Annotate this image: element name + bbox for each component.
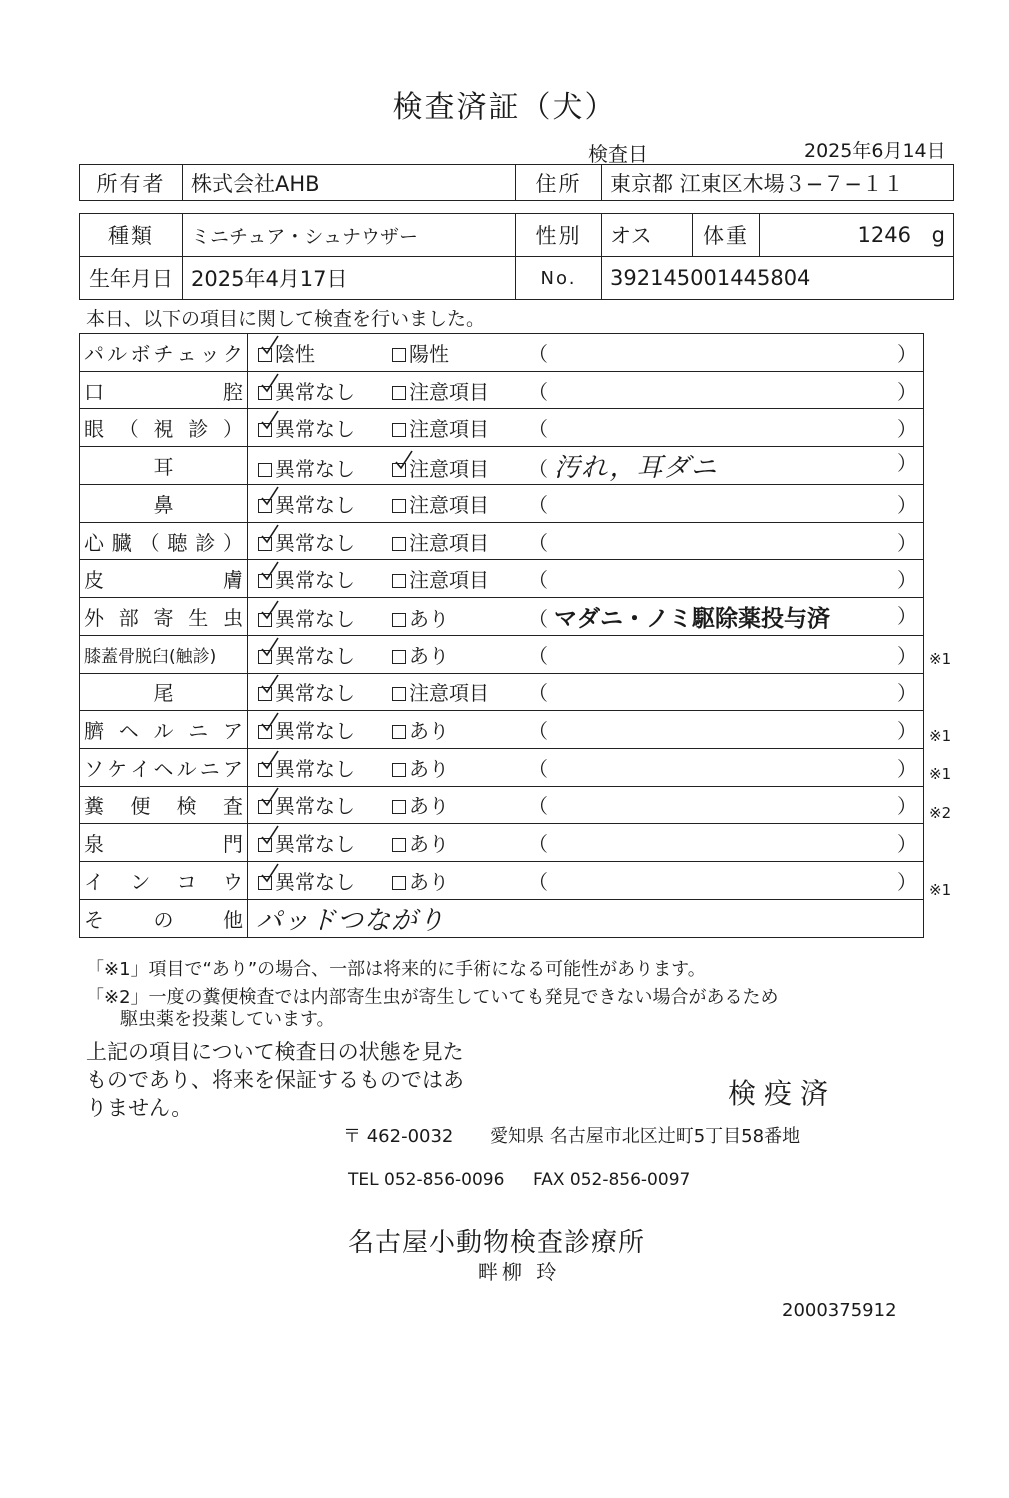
owner-value: 株式会社AHB [183, 165, 516, 201]
option-normal[interactable] [258, 603, 392, 632]
checkbox[interactable] [258, 870, 275, 894]
option-label: あり [409, 794, 449, 819]
check-mark-icon [260, 523, 280, 545]
option-label: 異常なし [275, 832, 355, 857]
note-paren-close: ） [897, 681, 917, 706]
item-label: ソ ケ イ ヘ ル ニ ア [84, 756, 243, 781]
option-normal[interactable] [258, 376, 392, 405]
checkbox[interactable] [392, 870, 409, 894]
option-label: 異常なし [275, 379, 355, 404]
option-abnormal[interactable] [392, 527, 526, 556]
item-label-cell [80, 598, 248, 636]
table-row [80, 485, 924, 523]
option-label: 異常なし [275, 794, 355, 819]
check-mark-icon [260, 485, 280, 507]
item-result-cell [248, 371, 924, 409]
number-label: No. [516, 257, 602, 300]
table-row [80, 786, 924, 824]
item-result-cell [248, 748, 924, 786]
check-mark-icon [260, 824, 280, 846]
checkbox-box [392, 687, 406, 701]
checkbox[interactable] [258, 342, 275, 366]
checkbox-box [392, 725, 406, 739]
item-label-cell [80, 748, 248, 786]
note-paren-open: （ [528, 417, 548, 442]
item-label-cell [80, 560, 248, 598]
note-paren-close: ） [897, 530, 917, 555]
note-paren-open: （ [528, 756, 548, 781]
table-row [80, 447, 924, 485]
note-paren-close: ） [897, 603, 917, 628]
option-normal[interactable] [258, 866, 392, 895]
check-mark-icon [260, 599, 280, 621]
breed-value: ミニチュア・シュナウザー [183, 214, 516, 257]
note-paren-open: （ [528, 681, 548, 706]
checkbox[interactable] [392, 568, 409, 592]
item-label-cell [80, 334, 248, 372]
option-abnormal[interactable] [392, 677, 526, 706]
item-label: 臍 ヘ ル ニ ア [84, 719, 243, 744]
checkbox[interactable] [392, 493, 409, 517]
option-label: 注意項目 [409, 492, 489, 517]
check-mark-icon [260, 673, 280, 695]
address-value: 東京都 江東区木場３−７−１１ [602, 165, 954, 201]
checkbox-box [392, 838, 406, 852]
table-row [80, 522, 924, 560]
option-label: 異常なし [275, 719, 355, 744]
note-paren-close: ） [897, 794, 917, 819]
checkbox[interactable] [258, 568, 275, 592]
item-label-cell [80, 522, 248, 560]
check-mark-icon [260, 711, 280, 733]
asterisk-note-marker: ※1 [929, 650, 952, 669]
option-normal[interactable] [258, 753, 392, 782]
note-paren-close: ） [897, 492, 917, 517]
checkbox[interactable] [258, 531, 275, 555]
checkbox-box [392, 574, 406, 588]
table-row [80, 560, 924, 598]
item-label: 外 部 寄 生 虫 [84, 605, 243, 630]
item-label: 皮 膚 [84, 568, 243, 593]
checkbox[interactable] [258, 607, 275, 631]
option-label: 注意項目 [409, 417, 489, 442]
item-label-cell [80, 447, 248, 485]
clinic-fax: FAX 052-856-0097 [533, 1170, 691, 1190]
option-label: あり [409, 832, 449, 857]
checkbox-box [392, 763, 406, 777]
item-result-cell [248, 447, 924, 485]
option-abnormal[interactable] [392, 753, 526, 782]
option-label: 注意項目 [409, 457, 489, 482]
checkbox[interactable] [258, 417, 275, 441]
other-label-cell [80, 899, 248, 937]
birth-label: 生年月日 [80, 257, 183, 300]
item-result-cell [248, 485, 924, 523]
checkbox[interactable] [392, 531, 409, 555]
item-result-cell [248, 598, 924, 636]
option-label: あり [409, 869, 449, 894]
item-label: 膝蓋骨脱臼(触診) [84, 646, 217, 667]
item-label: 口 腔 [84, 379, 243, 404]
check-mark-icon [260, 862, 280, 884]
note-paren-close: ） [897, 451, 917, 476]
checkbox[interactable] [258, 681, 275, 705]
item-result-cell [248, 824, 924, 862]
checkbox[interactable] [392, 832, 409, 856]
option-normal[interactable] [258, 489, 392, 518]
checkbox-box [258, 463, 272, 477]
option-abnormal[interactable] [392, 453, 526, 482]
option-label: 異常なし [275, 457, 355, 482]
option-abnormal[interactable] [392, 338, 526, 367]
option-normal[interactable] [258, 828, 392, 857]
checkbox[interactable] [392, 719, 409, 743]
option-normal[interactable] [258, 338, 392, 367]
checkbox[interactable] [258, 757, 275, 781]
animal-table [79, 213, 954, 300]
item-label-cell [80, 711, 248, 749]
item-result-cell [248, 635, 924, 673]
item-result-cell [248, 673, 924, 711]
item-result-cell [248, 560, 924, 598]
table-row [80, 635, 924, 673]
note-paren-open: （ [528, 379, 548, 404]
note-paren-close: ） [897, 379, 917, 404]
checkbox-box [392, 386, 406, 400]
check-mark-icon [260, 334, 280, 356]
item-note: 汚れ，耳ダニ [554, 453, 718, 484]
weight-cell [760, 214, 954, 257]
note-paren-open: （ [528, 869, 548, 894]
sex-value: オス [602, 214, 693, 257]
checkbox[interactable] [258, 493, 275, 517]
item-label: 鼻 [153, 492, 174, 517]
other-value-cell [248, 899, 924, 937]
option-label: あり [409, 606, 449, 631]
option-abnormal[interactable] [392, 790, 526, 819]
checkbox[interactable] [258, 832, 275, 856]
birth-value: 2025年4月17日 [183, 257, 516, 300]
doctor-name: 畔柳 玲 [478, 1260, 561, 1284]
option-abnormal[interactable] [392, 564, 526, 593]
note-paren-open: （ [528, 341, 548, 366]
option-normal[interactable] [258, 715, 392, 744]
intro-text: 本日、以下の項目に関して検査を行いました。 [86, 308, 486, 330]
checkbox[interactable] [392, 417, 409, 441]
option-label: 異常なし [275, 606, 355, 631]
option-label: 注意項目 [409, 568, 489, 593]
postal-code: 〒 462-0032 [343, 1126, 454, 1147]
sex-label: 性別 [516, 214, 602, 257]
option-normal[interactable] [258, 453, 392, 482]
checkbox-box [392, 348, 406, 362]
checkbox-box [392, 800, 406, 814]
checkbox[interactable] [258, 794, 275, 818]
table-row [80, 371, 924, 409]
checkbox-box [392, 650, 406, 664]
footnote-2: 「※2」一度の糞便検査では内部寄生虫が寄生していても発見できない場合があるため [86, 987, 779, 1008]
asterisk-note-marker: ※2 [929, 803, 952, 822]
item-label: パ ル ボ チ ェ ッ ク [84, 341, 243, 366]
option-label: あり [409, 756, 449, 781]
option-label: 注意項目 [409, 379, 489, 404]
disclaimer: 上記の項目について検査日の状態を見たものであり、将来を保証するものではありません。 [86, 1040, 464, 1120]
exam-date-label: 検査日 [588, 142, 648, 166]
inspection-table [79, 333, 924, 938]
item-result-cell [248, 786, 924, 824]
checkbox[interactable] [392, 607, 409, 631]
option-normal[interactable] [258, 564, 392, 593]
item-label: イ ン コ ウ [84, 869, 243, 894]
checkbox[interactable] [392, 757, 409, 781]
option-abnormal[interactable] [392, 640, 526, 669]
table-row [80, 824, 924, 862]
option-label: 注意項目 [409, 681, 489, 706]
table-row [80, 334, 924, 372]
checkbox[interactable] [258, 719, 275, 743]
option-abnormal[interactable] [392, 489, 526, 518]
note-paren-open: （ [528, 719, 548, 744]
note-paren-close: ） [897, 832, 917, 857]
table-row [80, 673, 924, 711]
other-label: そ の 他 [84, 907, 243, 932]
option-normal[interactable] [258, 640, 392, 669]
note-paren-close: ） [897, 568, 917, 593]
note-paren-open: （ [528, 568, 548, 593]
owner-table [79, 164, 954, 201]
item-result-cell [248, 522, 924, 560]
checkbox-box [392, 537, 406, 551]
check-mark-icon [260, 372, 280, 394]
breed-label: 種類 [80, 214, 183, 257]
note-paren-close: ） [897, 643, 917, 668]
table-row [80, 409, 924, 447]
option-label: 注意項目 [409, 530, 489, 555]
serial-number: 2000375912 [782, 1300, 897, 1321]
item-label-cell [80, 786, 248, 824]
option-abnormal[interactable] [392, 715, 526, 744]
option-normal[interactable] [258, 413, 392, 442]
check-mark-icon [260, 560, 280, 582]
checkbox-box [392, 423, 406, 437]
check-mark-icon [260, 786, 280, 808]
checkbox[interactable] [392, 644, 409, 668]
item-label-cell [80, 861, 248, 899]
quarantine-stamp: 検疫済 [728, 1077, 837, 1110]
option-abnormal[interactable] [392, 376, 526, 405]
option-label: あり [409, 719, 449, 744]
item-label-cell [80, 371, 248, 409]
table-row [80, 711, 924, 749]
note-paren-open: （ [528, 832, 548, 857]
table-row [80, 748, 924, 786]
table-row [80, 598, 924, 636]
item-label-cell [80, 409, 248, 447]
option-label: 陽性 [409, 341, 449, 366]
number-value: 392145001445804 [602, 257, 954, 300]
note-paren-open: （ [528, 492, 548, 517]
owner-label: 所有者 [80, 165, 183, 201]
checkbox[interactable] [392, 342, 409, 366]
note-paren-open: （ [528, 606, 548, 631]
note-paren-close: ） [897, 341, 917, 366]
checkbox-box [392, 613, 406, 627]
option-label: 異常なし [275, 681, 355, 706]
option-label: 異常なし [275, 869, 355, 894]
option-abnormal[interactable] [392, 828, 526, 857]
clinic-tel: TEL 052-856-0096 [348, 1170, 505, 1190]
option-label: 異常なし [275, 417, 355, 442]
check-mark-icon [260, 749, 280, 771]
item-label: 眼 （ 視 診 ） [84, 417, 243, 442]
footnote-1: 「※1」項目で“あり”の場合、一部は将来的に手術になる可能性があります。 [86, 959, 706, 980]
item-label-cell [80, 635, 248, 673]
checkbox[interactable] [392, 380, 409, 404]
note-paren-close: ） [897, 417, 917, 442]
option-normal[interactable] [258, 677, 392, 706]
item-note: マダニ・ノミ駆除薬投与済 [554, 605, 830, 632]
checkbox[interactable] [258, 380, 275, 404]
checkbox[interactable] [392, 794, 409, 818]
document-title: 検査済証（犬） [392, 90, 617, 125]
checkbox[interactable] [392, 681, 409, 705]
footnote-3: 駆虫薬を投薬しています。 [120, 1009, 335, 1030]
note-paren-open: （ [528, 643, 548, 668]
option-label: 異常なし [275, 492, 355, 517]
clinic-address: 愛知県 名古屋市北区辻町5丁目58番地 [490, 1126, 801, 1147]
option-label: 異常なし [275, 568, 355, 593]
exam-date-value: 2025年6月14日 [804, 140, 946, 162]
option-abnormal[interactable] [392, 413, 526, 442]
option-normal[interactable] [258, 790, 392, 819]
option-label: 陰性 [275, 341, 315, 366]
note-paren-open: （ [528, 457, 548, 482]
option-abnormal[interactable] [392, 603, 526, 632]
note-paren-open: （ [528, 794, 548, 819]
option-label: 異常なし [275, 530, 355, 555]
weight-value: 1246 [857, 223, 911, 247]
item-label: 耳 [153, 455, 174, 480]
weight-unit: g [931, 223, 945, 247]
note-paren-close: ） [897, 756, 917, 781]
note-paren-close: ） [897, 719, 917, 744]
checkbox-box [392, 499, 406, 513]
option-label: あり [409, 643, 449, 668]
other-value: パッドつながり [256, 905, 446, 936]
address-label: 住所 [516, 165, 602, 201]
asterisk-note-marker: ※1 [929, 765, 952, 784]
check-mark-icon [394, 449, 414, 471]
item-label: 尾 [153, 681, 174, 706]
check-mark-icon [260, 636, 280, 658]
option-label: 異常なし [275, 643, 355, 668]
asterisk-note-marker: ※1 [929, 727, 952, 745]
check-mark-icon [260, 409, 280, 431]
item-label-cell [80, 485, 248, 523]
item-result-cell [248, 861, 924, 899]
clinic-name: 名古屋小動物検査診療所 [348, 1228, 646, 1258]
checkbox-box [392, 876, 406, 890]
item-result-cell [248, 334, 924, 372]
checkbox[interactable] [258, 644, 275, 668]
item-label-cell [80, 824, 248, 862]
item-label: 心 臓 （ 聴 診 ） [84, 530, 243, 555]
option-label: 異常なし [275, 756, 355, 781]
option-normal[interactable] [258, 527, 392, 556]
item-label: 泉 門 [84, 832, 243, 857]
checkbox[interactable] [258, 457, 275, 481]
checkbox[interactable] [392, 457, 409, 481]
note-paren-open: （ [528, 530, 548, 555]
item-result-cell [248, 409, 924, 447]
item-label: 糞 便 検 査 [84, 794, 243, 819]
asterisk-note-marker: ※1 [929, 880, 952, 899]
item-result-cell [248, 711, 924, 749]
item-label-cell [80, 673, 248, 711]
note-paren-close: ） [897, 869, 917, 894]
option-abnormal[interactable] [392, 866, 526, 895]
weight-label: 体重 [693, 214, 760, 257]
table-row [80, 861, 924, 899]
